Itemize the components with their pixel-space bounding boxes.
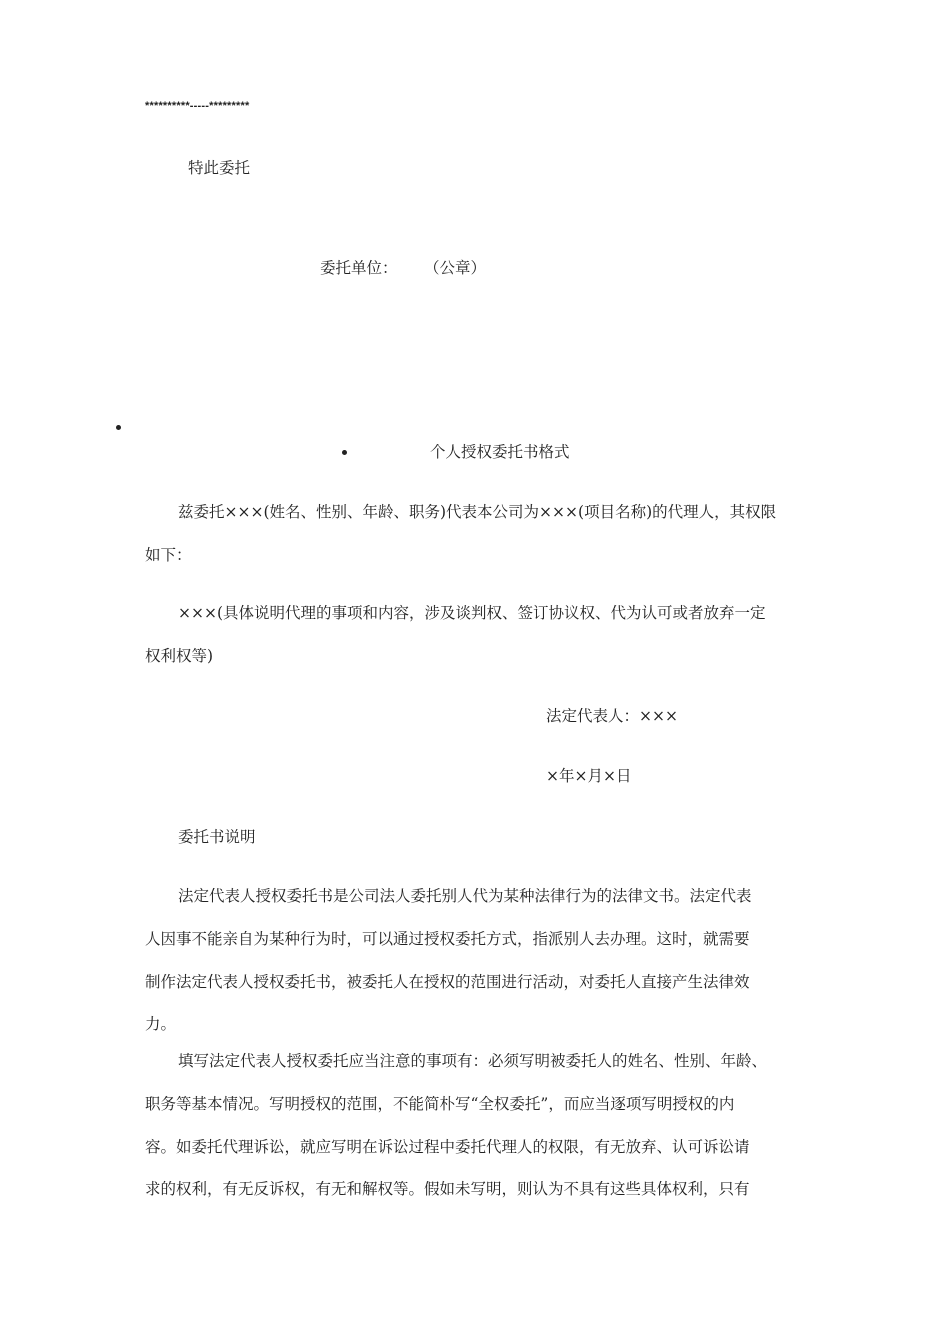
entrust-unit-label: 委托单位： xyxy=(320,259,398,277)
notes-p2-line: 容。如委托代理诉讼，就应写明在诉讼过程中委托代理人的权限，有无放弃、认可诉讼请 xyxy=(145,1138,750,1156)
notes-heading: 委托书说明 xyxy=(178,828,256,846)
notes-p1-line: 人因事不能亲自为某种行为时，可以通过授权委托方式，指派别人去办理。这时，就需要 xyxy=(145,930,750,948)
list-bullet xyxy=(116,425,121,430)
notes-p2-line: 求的权利，有无反诉权，有无和解权等。假如未写明，则认为不具有这些具体权利，只有 xyxy=(145,1180,750,1198)
signature-date: ×年×月×日 xyxy=(546,767,632,785)
notes-p1-line: 制作法定代表人授权委托书，被委托人在授权的范围进行活动，对委托人直接产生法律效 xyxy=(145,973,750,991)
body-para2-line2: 权利权等) xyxy=(145,647,214,665)
section-title: 个人授权委托书格式 xyxy=(430,443,570,461)
notes-p1-line: 力。 xyxy=(145,1015,177,1033)
legal-rep-signature: 法定代表人：××× xyxy=(546,707,678,725)
body-para1-line1: 兹委托×××(姓名、性别、年龄、职务)代表本公司为×××(项目名称)的代理人，其权限 xyxy=(178,503,777,521)
closing-text: 特此委托 xyxy=(188,159,251,177)
notes-p2-line: 职务等基本情况。写明授权的范围，不能简朴写“全权委托”，而应当逐项写明授权的内 xyxy=(145,1095,735,1113)
notes-p2-line: 填写法定代表人授权委托应当注意的事项有：必须写明被委托人的姓名、性别、年龄、 xyxy=(178,1052,768,1070)
body-para2-line1: ×××(具体说明代理的事项和内容，涉及谈判权、签订协议权、代为认可或者放弃一定 xyxy=(178,604,766,622)
seal-placeholder: （公章） xyxy=(424,259,487,277)
body-para1-line2: 如下： xyxy=(145,546,192,564)
header-marks: **********-----********* xyxy=(145,100,250,112)
list-bullet xyxy=(342,450,347,455)
notes-p1-line: 法定代表人授权委托书是公司法人委托别人代为某种法律行为的法律文书。法定代表 xyxy=(178,887,752,905)
